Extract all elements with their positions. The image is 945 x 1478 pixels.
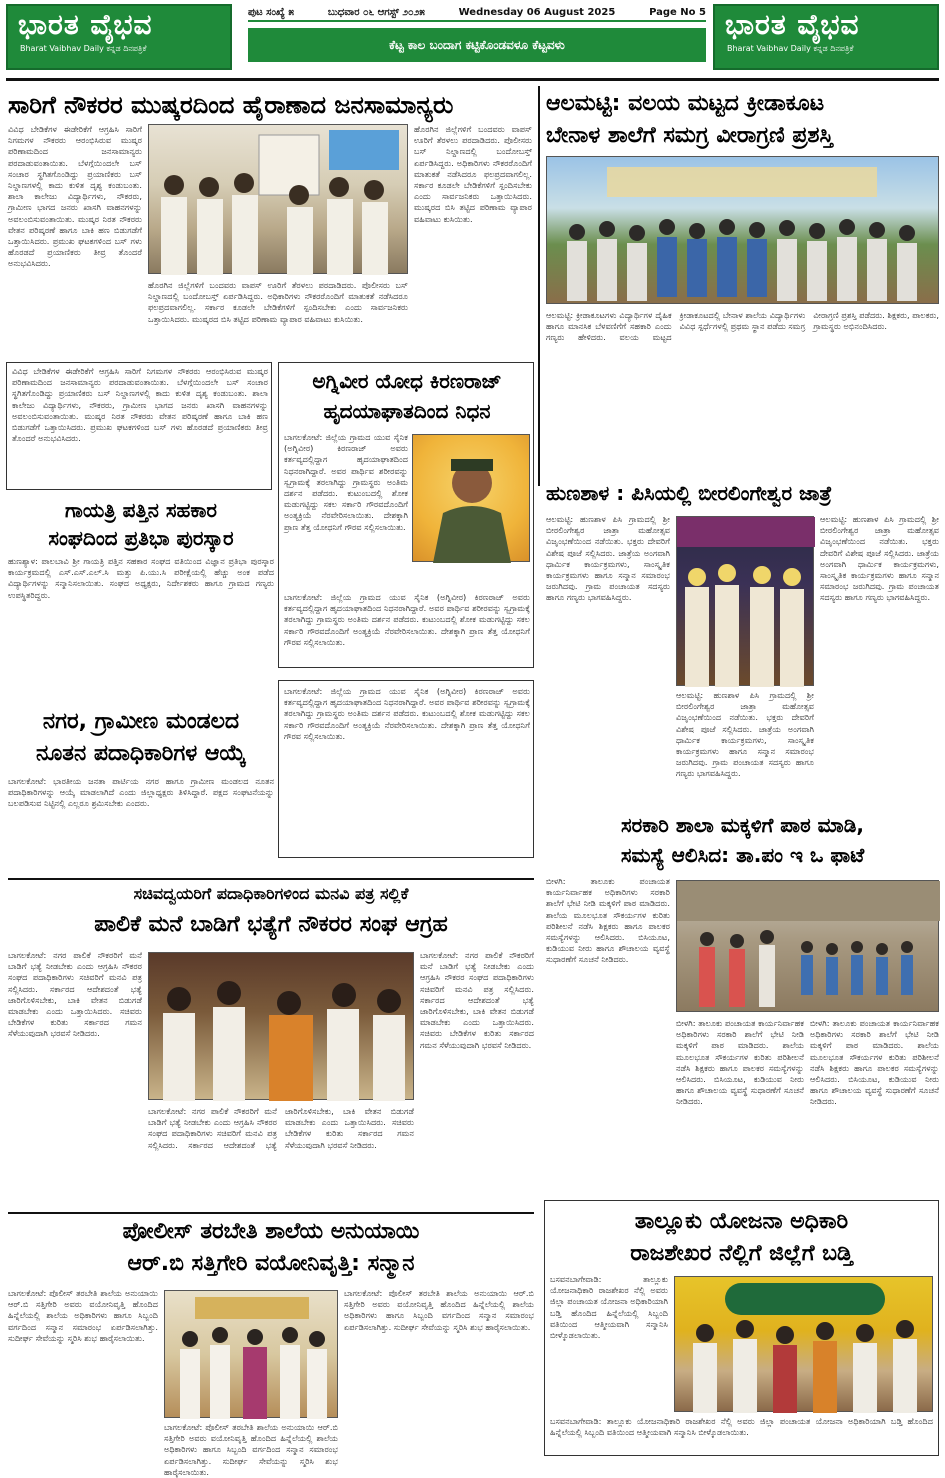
story7-col2: ಬೀಳಗಿ: ತಾಲೂಕು ಪಂಚಾಯತ ಕಾರ್ಯನಿರ್ವಾಹಕ ಅಧಿಕಾರಿಗಳು ಸರಕಾರಿ ಶಾಲೆಗೆ ಭೇಟಿ ನೀಡಿ ಮಕ್ಕಳಿಗೆ ಪಾಠ ಮಾಡಿದರು. ಶಾಲೆಯ ಮೂಲಭೂತ ಸೌಕರ್ಯಗಳ ಕುರಿತು ಪರಿಶೀಲನೆ ನಡೆಸಿ ಶಿಕ್ಷಕರು ಹಾಗೂ ಪಾಲಕರ ಸಮಸ್ಯೆಗಳನ್ನು ಆಲಿಸಿದರು. ಬಿಸಿಯೂಟ, ಕುಡಿಯುವ ನೀರು ಹಾಗೂ ಶೌಚಾಲಯ ವ್ಯವಸ್ಥೆ ಸುಧಾರಣೆಗೆ ಸೂಚನೆ ನೀಡಿದರು. (676, 1018, 804, 1107)
story4-text: ಹುಣಶ್ಯಾಳ: ಪಾಲಬಾವಿ ಶ್ರೀ ಗಾಯತ್ರಿ ಪತ್ತಿನ ಸಹಕಾರ ಸಂಘದ ವತಿಯಿಂದ ವಿಜ್ಞಾನ ಪ್ರತಿಭಾ ಪುರಸ್ಕಾರ ಕಾರ್ಯಕ್ರಮದಲ್ಲಿ ಎಸ್.ಎಸ್.ಎಲ್.ಸಿ ಮತ್ತು ಪಿ.ಯು.ಸಿ ಪರೀಕ್ಷೆಯಲ್ಲಿ ಹೆಚ್ಚು ಅಂಕ ಪಡೆದ ವಿದ್ಯಾರ್ಥಿಗಳನ್ನು ಸನ್ಮಾನಿಸಲಾಯಿತು. ಸಂಘದ ಅಧ್ಯಕ್ಷರು, ನಿರ್ದೇಶಕರು ಹಾಗೂ ಗ್ರಾಮದ ಗಣ್ಯರು ಉಪಸ್ಥಿತರಿದ್ದರು. (8, 556, 274, 600)
story7-col1: ಬೀಳಗಿ: ತಾಲೂಕು ಪಂಚಾಯತ ಕಾರ್ಯನಿರ್ವಾಹಕ ಅಧಿಕಾರಿಗಳು ಸರಕಾರಿ ಶಾಲೆಗೆ ಭೇಟಿ ನೀಡಿ ಮಕ್ಕಳಿಗೆ ಪಾಠ ಮಾಡಿದರು. ಶಾಲೆಯ ಮೂಲಭೂತ ಸೌಕರ್ಯಗಳ ಕುರಿತು ಪರಿಶೀಲನೆ ನಡೆಸಿ ಶಿಕ್ಷಕರು ಹಾಗೂ ಪಾಲಕರ ಸಮಸ್ಯೆಗಳನ್ನು ಆಲಿಸಿದರು. ಬಿಸಿಯೂಟ, ಕುಡಿಯುವ ನೀರು ಹಾಗೂ ಶೌಚಾಲಯ ವ್ಯವಸ್ಥೆ ಸುಧಾರಣೆಗೆ ಸೂಚನೆ ನೀಡಿದರು. (546, 876, 670, 965)
masthead-logo-right (713, 4, 939, 70)
story9-top-rule (8, 1212, 534, 1214)
story2-photo-art (547, 157, 940, 305)
story8-headline: ಪಾಲಿಕೆ ಮನೆ ಬಾಡಿಗೆ ಭತ್ಯೆಗೆ ನೌಕರರ ಸಂಘ ಆಗ್ರಹ (94, 912, 448, 937)
story8-kicker: ಸಚಿವದ್ವಯರಿಗೆ ಪದಾಧಿಕಾರಿಗಳಿಂದ ಮನವಿ ಪತ್ರ ಸಲ್ಲಿಕೆ (133, 884, 409, 903)
story8-col3: ಬಾಗಲಕೋಟೆ: ನಗರ ಪಾಲಿಕೆ ನೌಕರರಿಗೆ ಮನೆ ಬಾಡಿಗೆ ಭತ್ಯೆ ನೀಡಬೇಕು ಎಂದು ಆಗ್ರಹಿಸಿ ನೌಕರರ ಸಂಘದ ಪದಾಧಿಕಾರಿಗಳು ಸಚಿವರಿಗೆ ಮನವಿ ಪತ್ರ ಸಲ್ಲಿಸಿದರು. ಸರ್ಕಾರದ ಆದೇಶದಂತೆ ಭತ್ಯೆ ಜಾರಿಗೊಳಿಸಬೇಕು, ಬಾಕಿ ವೇತನ ಬಿಡುಗಡೆ ಮಾಡಬೇಕು ಎಂದು ಒತ್ತಾಯಿಸಿದರು. ಸಚಿವರು ಬೇಡಿಕೆಗಳ ಕುರಿತು ಸರ್ಕಾರದ ಗಮನ ಸೆಳೆಯುವುದಾಗಿ ಭರವಸೆ ನೀಡಿದರು. (420, 950, 534, 1050)
story5-photo-art (677, 517, 815, 687)
story7-photo-art (677, 881, 940, 1013)
story9-headline-1: ಪೋಲೀಸ್ ತರಬೇತಿ ಶಾಲೆಯ ಅನುಯಾಯಿ (122, 1219, 420, 1244)
issue-number: ಪುಟ ಸಂಖ್ಯೆ ೫ (248, 6, 295, 18)
story3-photo (412, 434, 530, 562)
masthead-subtitle-left: Bharat Vaibhav Daily ಕನ್ನಡ ದಿನಪತ್ರಿಕೆ (20, 44, 147, 53)
story3-followup-text: ಬಾಗಲಕೋಟೆ: ಜಿಲ್ಲೆಯ ಗ್ರಾಮದ ಯುವ ಸೈನಿಕ (ಅಗ್ನಿವೀರ) ಕಿರಣರಾಜ್ ಅವರು ಕರ್ತವ್ಯದಲ್ಲಿದ್ದಾಗ ಹೃದಯಾಘಾತದಿಂದ ನಿಧನರಾಗಿದ್ದಾರೆ. ಅವರ ಪಾರ್ಥಿವ ಶರೀರವನ್ನು ಸ್ವಗ್ರಾಮಕ್ಕೆ ತರಲಾಗಿದ್ದು ಗ್ರಾಮಸ್ಥರು ಅಂತಿಮ ದರ್ಶನ ಪಡೆದರು. ಕುಟುಂಬದಲ್ಲಿ ಶೋಕ ಮಡುಗಟ್ಟಿದ್ದು ಸಕಲ ಸರ್ಕಾರಿ ಗೌರವದೊಂದಿಗೆ ಅಂತ್ಯಕ್ರಿಯೆ ನೆರವೇರಿಸಲಾಯಿತು. ದೇಶಕ್ಕಾಗಿ ಪ್ರಾಣ ತೆತ್ತ ಯೋಧನಿಗೆ ಗೌರವ ಸಲ್ಲಿಸಲಾಯಿತು. (284, 686, 530, 741)
story5-photo (676, 516, 814, 686)
story1-col3: ಹೊರಗಿನ ಜಿಲ್ಲೆಗಳಿಗೆ ಬಂದವರು ವಾಪಸ್ ಊರಿಗೆ ತೆರಳಲು ಪರದಾಡಿದರು. ಪೊಲೀಸರು ಬಸ್ ನಿಲ್ದಾಣದಲ್ಲಿ ಬಂದೋಬಸ್ತ್ ಏರ್ಪಡಿಸಿದ್ದರು. ಅಧಿಕಾರಿಗಳು ನೌಕರರೊಂದಿಗೆ ಮಾತುಕತೆ ನಡೆಸಿದರೂ ಫಲಪ್ರದವಾಗಲಿಲ್ಲ. ಸರ್ಕಾರ ಕೂಡಲೇ ಬೇಡಿಕೆಗಳಿಗೆ ಸ್ಪಂದಿಸಬೇಕು ಎಂದು ಸಾರ್ವಜನಿಕರು ಒತ್ತಾಯಿಸಿದರು. ಮುಷ್ಕರದ ಬಿಸಿ ತಟ್ಟಿದ ಪರಿಣಾಮ ವ್ಯಾಪಾರ ವಹಿವಾಟು ಕುಸಿಯಿತು. (414, 124, 532, 224)
soldier-portrait (413, 435, 531, 563)
story8-photo (148, 952, 414, 1100)
story2-photo (546, 156, 939, 304)
story5-col3: ಆಲಮಟ್ಟಿ: ಹುಣಶಾಳ ಪಿಸಿ ಗ್ರಾಮದಲ್ಲಿ ಶ್ರೀ ಬೀರಲಿಂಗೇಶ್ವರ ಜಾತ್ರಾ ಮಹೋತ್ಸವ ವಿಜೃಂಭಣೆಯಿಂದ ನಡೆಯಿತು. ಭಕ್ತರು ದೇವರಿಗೆ ವಿಶೇಷ ಪೂಜೆ ಸಲ್ಲಿಸಿದರು. ಜಾತ್ರೆಯ ಅಂಗವಾಗಿ ಧಾರ್ಮಿಕ ಕಾರ್ಯಕ್ರಮಗಳು, ಸಾಂಸ್ಕೃತಿಕ ಕಾರ್ಯಕ್ರಮಗಳು ಹಾಗೂ ಸನ್ಮಾನ ಸಮಾರಂಭ ಜರುಗಿದವು. ಗ್ರಾಮ ಪಂಚಾಯತ ಸದಸ್ಯರು ಹಾಗೂ ಗಣ್ಯರು ಭಾಗವಹಿಸಿದ್ದರು. (820, 514, 939, 603)
story10-col1: ಬಸವನಬಾಗೇವಾಡಿ: ತಾಲ್ಲೂಕು ಯೋಜನಾಧಿಕಾರಿ ರಾಜಶೇಖರ ನೆಲ್ಲಿ ಅವರು ಜಿಲ್ಲಾ ಪಂಚಾಯತ ಯೋಜನಾ ಅಧಿಕಾರಿಯಾಗಿ ಬಡ್ತಿ ಹೊಂದಿದ ಹಿನ್ನೆಲೆಯಲ್ಲಿ ಸಿಬ್ಬಂದಿ ವತಿಯಿಂದ ಆತ್ಮೀಯವಾಗಿ ಸನ್ಮಾನಿಸಿ ಬೀಳ್ಕೊಡಲಾಯಿತು. (550, 1274, 668, 1341)
story7-headline-1: ಸರಕಾರಿ ಶಾಲಾ ಮಕ್ಕಳಿಗೆ ಪಾಠ ಮಾಡಿ, (621, 813, 864, 837)
story2-text: ಆಲಮಟ್ಟಿ: ಕ್ರೀಡಾಕೂಟಗಳು ವಿದ್ಯಾರ್ಥಿಗಳ ದೈಹಿಕ ಹಾಗೂ ಮಾನಸಿಕ ಬೆಳವಣಿಗೆಗೆ ಸಹಕಾರಿ ಎಂದು ಗಣ್ಯರು ಹೇಳಿದರು. ವಲಯ ಮಟ್ಟದ ಕ್ರೀಡಾಕೂಟದಲ್ಲಿ ಬೇನಾಳ ಶಾಲೆಯ ವಿದ್ಯಾರ್ಥಿಗಳು ವಿವಿಧ ಸ್ಪರ್ಧೆಗಳಲ್ಲಿ ಪ್ರಥಮ ಸ್ಥಾನ ಪಡೆದು ಸಮಗ್ರ ವೀರಾಗ್ರಣಿ ಪ್ರಶಸ್ತಿ ಪಡೆದರು. ಶಿಕ್ಷಕರು, ಪಾಲಕರು, ಗ್ರಾಮಸ್ಥರು ಅಭಿನಂದಿಸಿದರು. (546, 310, 939, 343)
story3-text: ಬಾಗಲಕೋಟೆ: ಜಿಲ್ಲೆಯ ಗ್ರಾಮದ ಯುವ ಸೈನಿಕ (ಅಗ್ನಿವೀರ) ಕಿರಣರಾಜ್ ಅವರು ಕರ್ತವ್ಯದಲ್ಲಿದ್ದಾಗ ಹೃದಯಾಘಾತದಿಂದ ನಿಧನರಾಗಿದ್ದಾರೆ. ಅವರ ಪಾರ್ಥಿವ ಶರೀರವನ್ನು ಸ್ವಗ್ರಾಮಕ್ಕೆ ತರಲಾಗಿದ್ದು ಗ್ರಾಮಸ್ಥರು ಅಂತಿಮ ದರ್ಶನ ಪಡೆದರು. ಕುಟುಂಬದಲ್ಲಿ ಶೋಕ ಮಡುಗಟ್ಟಿದ್ದು ಸಕಲ ಸರ್ಕಾರಿ ಗೌರವದೊಂದಿಗೆ ಅಂತ್ಯಕ್ರಿಯೆ ನೆರವೇರಿಸಲಾಯಿತು. ದೇಶಕ್ಕಾಗಿ ಪ್ರಾಣ ತೆತ್ತ ಯೋಧನಿಗೆ ಗೌರವ ಸಲ್ಲಿಸಲಾಯಿತು. (284, 432, 408, 532)
story5-col1: ಆಲಮಟ್ಟಿ: ಹುಣಶಾಳ ಪಿಸಿ ಗ್ರಾಮದಲ್ಲಿ ಶ್ರೀ ಬೀರಲಿಂಗೇಶ್ವರ ಜಾತ್ರಾ ಮಹೋತ್ಸವ ವಿಜೃಂಭಣೆಯಿಂದ ನಡೆಯಿತು. ಭಕ್ತರು ದೇವರಿಗೆ ವಿಶೇಷ ಪೂಜೆ ಸಲ್ಲಿಸಿದರು. ಜಾತ್ರೆಯ ಅಂಗವಾಗಿ ಧಾರ್ಮಿಕ ಕಾರ್ಯಕ್ರಮಗಳು, ಸಾಂಸ್ಕೃತಿಕ ಕಾರ್ಯಕ್ರಮಗಳು ಹಾಗೂ ಸನ್ಮಾನ ಸಮಾರಂಭ ಜರುಗಿದವು. ಗ್ರಾಮ ಪಂಚಾಯತ ಸದಸ್ಯರು ಹಾಗೂ ಗಣ್ಯರು ಭಾಗವಹಿಸಿದ್ದರು. (546, 514, 670, 603)
story10-bottom: ಬಸವನಬಾಗೇವಾಡಿ: ತಾಲ್ಲೂಕು ಯೋಜನಾಧಿಕಾರಿ ರಾಜಶೇಖರ ನೆಲ್ಲಿ ಅವರು ಜಿಲ್ಲಾ ಪಂಚಾಯತ ಯೋಜನಾ ಅಧಿಕಾರಿಯಾಗಿ ಬಡ್ತಿ ಹೊಂದಿದ ಹಿನ್ನೆಲೆಯಲ್ಲಿ ಸಿಬ್ಬಂದಿ ವತಿಯಿಂದ ಆತ್ಮೀಯವಾಗಿ ಸನ್ಮಾನಿಸಿ ಬೀಳ್ಕೊಡಲಾಯಿತು. (550, 1416, 933, 1438)
story9-col3: ಬಾಗಲಕೋಟೆ: ಪೊಲೀಸ್ ತರಬೇತಿ ಶಾಲೆಯ ಅನುಯಾಯಿ ಆರ್.ಬಿ ಸತ್ತಿಗೇರಿ ಅವರು ವಯೋನಿವೃತ್ತಿ ಹೊಂದಿದ ಹಿನ್ನೆಲೆಯಲ್ಲಿ ಶಾಲೆಯ ಅಧಿಕಾರಿಗಳು ಹಾಗೂ ಸಿಬ್ಬಂದಿ ವರ್ಗದಿಂದ ಸನ್ಮಾನ ಸಮಾರಂಭ ಏರ್ಪಡಿಸಲಾಗಿತ್ತು. ಸುದೀರ್ಘ ಸೇವೆಯನ್ನು ಸ್ಮರಿಸಿ ಶುಭ ಹಾರೈಸಲಾಯಿತು. (344, 1288, 534, 1332)
column-divider (538, 86, 540, 486)
story4-headline-2: ಸಂಘದಿಂದ ಪ್ರತಿಭಾ ಪುರಸ್ಕಾರ (48, 526, 234, 550)
story4-headline-1: ಗಾಯತ್ರಿ ಪತ್ತಿನ ಸಹಕಾರ (64, 498, 218, 522)
story7-col3: ಬೀಳಗಿ: ತಾಲೂಕು ಪಂಚಾಯತ ಕಾರ್ಯನಿರ್ವಾಹಕ ಅಧಿಕಾರಿಗಳು ಸರಕಾರಿ ಶಾಲೆಗೆ ಭೇಟಿ ನೀಡಿ ಮಕ್ಕಳಿಗೆ ಪಾಠ ಮಾಡಿದರು. ಶಾಲೆಯ ಮೂಲಭೂತ ಸೌಕರ್ಯಗಳ ಕುರಿತು ಪರಿಶೀಲನೆ ನಡೆಸಿ ಶಿಕ್ಷಕರು ಹಾಗೂ ಪಾಲಕರ ಸಮಸ್ಯೆಗಳನ್ನು ಆಲಿಸಿದರು. ಬಿಸಿಯೂಟ, ಕುಡಿಯುವ ನೀರು ಹಾಗೂ ಶೌಚಾಲಯ ವ್ಯವಸ್ಥೆ ಸುಧಾರಣೆಗೆ ಸೂಚನೆ ನೀಡಿದರು. (810, 1018, 939, 1107)
story9-col1: ಬಾಗಲಕೋಟೆ: ಪೊಲೀಸ್ ತರಬೇತಿ ಶಾಲೆಯ ಅನುಯಾಯಿ ಆರ್.ಬಿ ಸತ್ತಿಗೇರಿ ಅವರು ವಯೋನಿವೃತ್ತಿ ಹೊಂದಿದ ಹಿನ್ನೆಲೆಯಲ್ಲಿ ಶಾಲೆಯ ಅಧಿಕಾರಿಗಳು ಹಾಗೂ ಸಿಬ್ಬಂದಿ ವರ್ಗದಿಂದ ಸನ್ಮಾನ ಸಮಾರಂಭ ಏರ್ಪಡಿಸಲಾಗಿತ್ತು. ಸುದೀರ್ಘ ಸೇವೆಯನ್ನು ಸ್ಮರಿಸಿ ಶುಭ ಹಾರೈಸಲಾಯಿತು. (8, 1288, 158, 1343)
story3-text-2: ಬಾಗಲಕೋಟೆ: ಜಿಲ್ಲೆಯ ಗ್ರಾಮದ ಯುವ ಸೈನಿಕ (ಅಗ್ನಿವೀರ) ಕಿರಣರಾಜ್ ಅವರು ಕರ್ತವ್ಯದಲ್ಲಿದ್ದಾಗ ಹೃದಯಾಘಾತದಿಂದ ನಿಧನರಾಗಿದ್ದಾರೆ. ಅವರ ಪಾರ್ಥಿವ ಶರೀರವನ್ನು ಸ್ವಗ್ರಾಮಕ್ಕೆ ತರಲಾಗಿದ್ದು ಗ್ರಾಮಸ್ಥರು ಅಂತಿಮ ದರ್ಶನ ಪಡೆದರು. ಕುಟುಂಬದಲ್ಲಿ ಶೋಕ ಮಡುಗಟ್ಟಿದ್ದು ಸಕಲ ಸರ್ಕಾರಿ ಗೌರವದೊಂದಿಗೆ ಅಂತ್ಯಕ್ರಿಯೆ ನೆರವೇರಿಸಲಾಯಿತು. ದೇಶಕ್ಕಾಗಿ ಪ್ರಾಣ ತೆತ್ತ ಯೋಧನಿಗೆ ಗೌರವ ಸಲ್ಲಿಸಲಾಯಿತು. (284, 592, 530, 647)
story9-photo (164, 1290, 338, 1418)
story9-headline-2: ಆರ್.ಬಿ ಸತ್ತಿಗೇರಿ ವಯೋನಿವೃತ್ತಿ: ಸನ್ಮಾನ (127, 1251, 415, 1276)
story1-col1: ವಿವಿಧ ಬೇಡಿಕೆಗಳ ಈಡೇರಿಕೆಗೆ ಆಗ್ರಹಿಸಿ ಸಾರಿಗೆ ನಿಗಮಗಳ ನೌಕರರು ಆರಂಭಿಸಿರುವ ಮುಷ್ಕರ ಪರಿಣಾಮದಿಂದ ಜನಸಾಮಾನ್ಯರು ಪರದಾಡುವಂತಾಯಿತು. ಬೆಳಗ್ಗೆಯಿಂದಲೇ ಬಸ್ ಸಂಚಾರ ಸ್ಥಗಿತಗೊಂಡಿದ್ದು ಪ್ರಯಾಣಿಕರು ಬಸ್ ನಿಲ್ದಾಣಗಳಲ್ಲಿ ಕಾದು ಕುಳಿತ ದೃಶ್ಯ ಕಂಡುಬಂತು. ಶಾಲಾ ಕಾಲೇಜು ವಿದ್ಯಾರ್ಥಿಗಳು, ನೌಕರರು, ಗ್ರಾಮೀಣ ಭಾಗದ ಜನರು ಖಾಸಗಿ ವಾಹನಗಳನ್ನು ಅವಲಂಬಿಸುವಂತಾಯಿತು. ಮುಷ್ಕರ ನಿರತ ನೌಕರರು ವೇತನ ಪರಿಷ್ಕರಣೆ ಹಾಗೂ ಬಾಕಿ ಹಣ ಬಿಡುಗಡೆಗೆ ಒತ್ತಾಯಿಸಿದರು. ಪ್ರಮುಖ ಘಟಕಗಳಿಂದ ಬಸ್ ಗಳು ಹೊರಡದೆ ಪ್ರಯಾಣಿಕರು ತೀವ್ರ ತೊಂದರೆ ಅನುಭವಿಸಿದರು. (8, 124, 142, 269)
masthead-logo-left (6, 4, 232, 70)
story8-photo-art (149, 953, 415, 1101)
page-number: Page No 5 (649, 6, 706, 18)
english-date: Wednesday 06 August 2025 (458, 6, 616, 18)
masthead-rule (6, 78, 939, 81)
story10-headline-1: ತಾಲ್ಲೂಕು ಯೋಜನಾ ಅಧಿಕಾರಿ (634, 1209, 849, 1234)
story9-photo-art (165, 1291, 339, 1419)
story6-text: ಬಾಗಲಕೋಟೆ: ಭಾರತೀಯ ಜನತಾ ಪಾರ್ಟಿಯ ನಗರ ಹಾಗೂ ಗ್ರಾಮೀಣ ಮಂಡಲದ ನೂತನ ಪದಾಧಿಕಾರಿಗಳನ್ನು ಆಯ್ಕೆ ಮಾಡಲಾಗಿದೆ ಎಂದು ಜಿಲ್ಲಾಧ್ಯಕ್ಷರು ತಿಳಿಸಿದ್ದಾರೆ. ಪಕ್ಷದ ಸಂಘಟನೆಯನ್ನು ಬಲಪಡಿಸುವ ನಿಟ್ಟಿನಲ್ಲಿ ಎಲ್ಲರೂ ಶ್ರಮಿಸಬೇಕು ಎಂದರು. (8, 776, 274, 809)
story3-headline-1: ಅಗ್ನಿವೀರ ಯೋಧ ಕಿರಣರಾಜ್ (312, 369, 502, 393)
story8-col2-bottom: ಬಾಗಲಕೋಟೆ: ನಗರ ಪಾಲಿಕೆ ನೌಕರರಿಗೆ ಮನೆ ಬಾಡಿಗೆ ಭತ್ಯೆ ನೀಡಬೇಕು ಎಂದು ಆಗ್ರಹಿಸಿ ನೌಕರರ ಸಂಘದ ಪದಾಧಿಕಾರಿಗಳು ಸಚಿವರಿಗೆ ಮನವಿ ಪತ್ರ ಸಲ್ಲಿಸಿದರು. ಸರ್ಕಾರದ ಆದೇಶದಂತೆ ಭತ್ಯೆ ಜಾರಿಗೊಳಿಸಬೇಕು, ಬಾಕಿ ವೇತನ ಬಿಡುಗಡೆ ಮಾಡಬೇಕು ಎಂದು ಒತ್ತಾಯಿಸಿದರು. ಸಚಿವರು ಬೇಡಿಕೆಗಳ ಕುರಿತು ಸರ್ಕಾರದ ಗಮನ ಸೆಳೆಯುವುದಾಗಿ ಭರವಸೆ ನೀಡಿದರು. (148, 1106, 414, 1150)
story6-headline-1: ನಗರ, ಗ್ರಾಮೀಣ ಮಂಡಲದ (42, 709, 240, 734)
story2-headline-1: ಆಲಮಟ್ಟಿ: ವಲಯ ಮಟ್ಟದ ಕ್ರೀಡಾಕೂಟ (546, 91, 825, 116)
story10-photo-art (675, 1277, 934, 1413)
story7-photo (676, 880, 939, 1012)
story8-col1: ಬಾಗಲಕೋಟೆ: ನಗರ ಪಾಲಿಕೆ ನೌಕರರಿಗೆ ಮನೆ ಬಾಡಿಗೆ ಭತ್ಯೆ ನೀಡಬೇಕು ಎಂದು ಆಗ್ರಹಿಸಿ ನೌಕರರ ಸಂಘದ ಪದಾಧಿಕಾರಿಗಳು ಸಚಿವರಿಗೆ ಮನವಿ ಪತ್ರ ಸಲ್ಲಿಸಿದರು. ಸರ್ಕಾರದ ಆದೇಶದಂತೆ ಭತ್ಯೆ ಜಾರಿಗೊಳಿಸಬೇಕು, ಬಾಕಿ ವೇತನ ಬಿಡುಗಡೆ ಮಾಡಬೇಕು ಎಂದು ಒತ್ತಾಯಿಸಿದರು. ಸಚಿವರು ಬೇಡಿಕೆಗಳ ಕುರಿತು ಸರ್ಕಾರದ ಗಮನ ಸೆಳೆಯುವುದಾಗಿ ಭರವಸೆ ನೀಡಿದರು. (8, 950, 142, 1039)
story8-top-rule (8, 878, 534, 880)
story2-headline-2: ಬೇನಾಳ ಶಾಲೆಗೆ ಸಮಗ್ರ ವೀರಾಗ್ರಣಿ ಪ್ರಶಸ್ತಿ (546, 123, 834, 148)
kannada-date: ಬುಧವಾರ ೦೬ ಆಗಸ್ಟ್ ೨೦೨೫ (327, 6, 425, 18)
story1-photo-art (149, 125, 409, 275)
story10-headline-2: ರಾಜಶೇಖರ ನೆಲ್ಲಿಗೆ ಜಿಲ್ಲೆಗೆ ಬಡ್ತಿ (630, 1241, 853, 1266)
story5-headline: ಹುಣಶಾಳ : ಪಿಸಿಯಲ್ಲಿ ಬೀರಲಿಂಗೇಶ್ವರ ಜಾತ್ರೆ (546, 481, 832, 505)
story9-col2-bottom: ಬಾಗಲಕೋಟೆ: ಪೊಲೀಸ್ ತರಬೇತಿ ಶಾಲೆಯ ಅನುಯಾಯಿ ಆರ್.ಬಿ ಸತ್ತಿಗೇರಿ ಅವರು ವಯೋನಿವೃತ್ತಿ ಹೊಂದಿದ ಹಿನ್ನೆಲೆಯಲ್ಲಿ ಶಾಲೆಯ ಅಧಿಕಾರಿಗಳು ಹಾಗೂ ಸಿಬ್ಬಂದಿ ವರ್ಗದಿಂದ ಸನ್ಮಾನ ಸಮಾರಂಭ ಏರ್ಪಡಿಸಲಾಗಿತ್ತು. ಸುದೀರ್ಘ ಸೇವೆಯನ್ನು ಸ್ಮರಿಸಿ ಶುಭ ಹಾರೈಸಲಾಯಿತು. (164, 1422, 338, 1477)
story1-photo (148, 124, 408, 274)
masthead-title-left: ಭಾರತ ವೈಭವ (18, 8, 153, 41)
story1-headline: ಸಾರಿಗೆ ನೌಕರರ ಮುಷ್ಕರದಿಂದ ಹೈರಾಣಾದ ಜನಸಾಮಾನ್ಯರು (8, 91, 454, 119)
masthead-subtitle-right: Bharat Vaibhav Daily ಕನ್ನಡ ದಿನಪತ್ರಿಕೆ (727, 44, 854, 53)
story10-photo (674, 1276, 933, 1412)
story5-col2-bottom: ಆಲಮಟ್ಟಿ: ಹುಣಶಾಳ ಪಿಸಿ ಗ್ರಾಮದಲ್ಲಿ ಶ್ರೀ ಬೀರಲಿಂಗೇಶ್ವರ ಜಾತ್ರಾ ಮಹೋತ್ಸವ ವಿಜೃಂಭಣೆಯಿಂದ ನಡೆಯಿತು. ಭಕ್ತರು ದೇವರಿಗೆ ವಿಶೇಷ ಪೂಜೆ ಸಲ್ಲಿಸಿದರು. ಜಾತ್ರೆಯ ಅಂಗವಾಗಿ ಧಾರ್ಮಿಕ ಕಾರ್ಯಕ್ರಮಗಳು, ಸಾಂಸ್ಕೃತಿಕ ಕಾರ್ಯಕ್ರಮಗಳು ಹಾಗೂ ಸನ್ಮಾನ ಸಮಾರಂಭ ಜರುಗಿದವು. ಗ್ರಾಮ ಪಂಚಾಯತ ಸದಸ್ಯರು ಹಾಗೂ ಗಣ್ಯರು ಭಾಗವಹಿಸಿದ್ದರು. (676, 690, 814, 779)
tagline: ಕೆಟ್ಟ ಕಾಲ ಬಂದಾಗ ಕಟ್ಟಿಕೊಂಡವಳೂ ಕೆಟ್ಟವಳು (248, 28, 706, 62)
masthead-title-right: ಭಾರತ ವೈಭವ (725, 8, 860, 41)
story1-col2-bottom: ಹೊರಗಿನ ಜಿಲ್ಲೆಗಳಿಗೆ ಬಂದವರು ವಾಪಸ್ ಊರಿಗೆ ತೆರಳಲು ಪರದಾಡಿದರು. ಪೊಲೀಸರು ಬಸ್ ನಿಲ್ದಾಣದಲ್ಲಿ ಬಂದೋಬಸ್ತ್ ಏರ್ಪಡಿಸಿದ್ದರು. ಅಧಿಕಾರಿಗಳು ನೌಕರರೊಂದಿಗೆ ಮಾತುಕತೆ ನಡೆಸಿದರೂ ಫಲಪ್ರದವಾಗಲಿಲ್ಲ. ಸರ್ಕಾರ ಕೂಡಲೇ ಬೇಡಿಕೆಗಳಿಗೆ ಸ್ಪಂದಿಸಬೇಕು ಎಂದು ಸಾರ್ವಜನಿಕರು ಒತ್ತಾಯಿಸಿದರು. ಮುಷ್ಕರದ ಬಿಸಿ ತಟ್ಟಿದ ಪರಿಣಾಮ ವ್ಯಾಪಾರ ವಹಿವಾಟು ಕುಸಿಯಿತು. (148, 280, 408, 324)
story6-headline-2: ನೂತನ ಪದಾಧಿಕಾರಿಗಳ ಆಯ್ಕೆ (36, 741, 246, 766)
story3-headline-2: ಹೃದಯಾಘಾತದಿಂದ ನಿಧನ (323, 399, 491, 423)
story1-followup-text: ವಿವಿಧ ಬೇಡಿಕೆಗಳ ಈಡೇರಿಕೆಗೆ ಆಗ್ರಹಿಸಿ ಸಾರಿಗೆ ನಿಗಮಗಳ ನೌಕರರು ಆರಂಭಿಸಿರುವ ಮುಷ್ಕರ ಪರಿಣಾಮದಿಂದ ಜನಸಾಮಾನ್ಯರು ಪರದಾಡುವಂತಾಯಿತು. ಬೆಳಗ್ಗೆಯಿಂದಲೇ ಬಸ್ ಸಂಚಾರ ಸ್ಥಗಿತಗೊಂಡಿದ್ದು ಪ್ರಯಾಣಿಕರು ಬಸ್ ನಿಲ್ದಾಣಗಳಲ್ಲಿ ಕಾದು ಕುಳಿತ ದೃಶ್ಯ ಕಂಡುಬಂತು. ಶಾಲಾ ಕಾಲೇಜು ವಿದ್ಯಾರ್ಥಿಗಳು, ನೌಕರರು, ಗ್ರಾಮೀಣ ಭಾಗದ ಜನರು ಖಾಸಗಿ ವಾಹನಗಳನ್ನು ಅವಲಂಬಿಸುವಂತಾಯಿತು. ಮುಷ್ಕರ ನಿರತ ನೌಕರರು ವೇತನ ಪರಿಷ್ಕರಣೆ ಹಾಗೂ ಬಾಕಿ ಹಣ ಬಿಡುಗಡೆಗೆ ಒತ್ತಾಯಿಸಿದರು. ಪ್ರಮುಖ ಘಟಕಗಳಿಂದ ಬಸ್ ಗಳು ಹೊರಡದೆ ಪ್ರಯಾಣಿಕರು ತೀವ್ರ ತೊಂದರೆ ಅನುಭವಿಸಿದರು. (12, 366, 268, 444)
dateline (248, 4, 706, 22)
story7-headline-2: ಸಮಸ್ಯೆ ಆಲಿಸಿದ: ತಾ.ಪಂ ಇ ಒ ಫಾಟೆ (620, 843, 865, 867)
